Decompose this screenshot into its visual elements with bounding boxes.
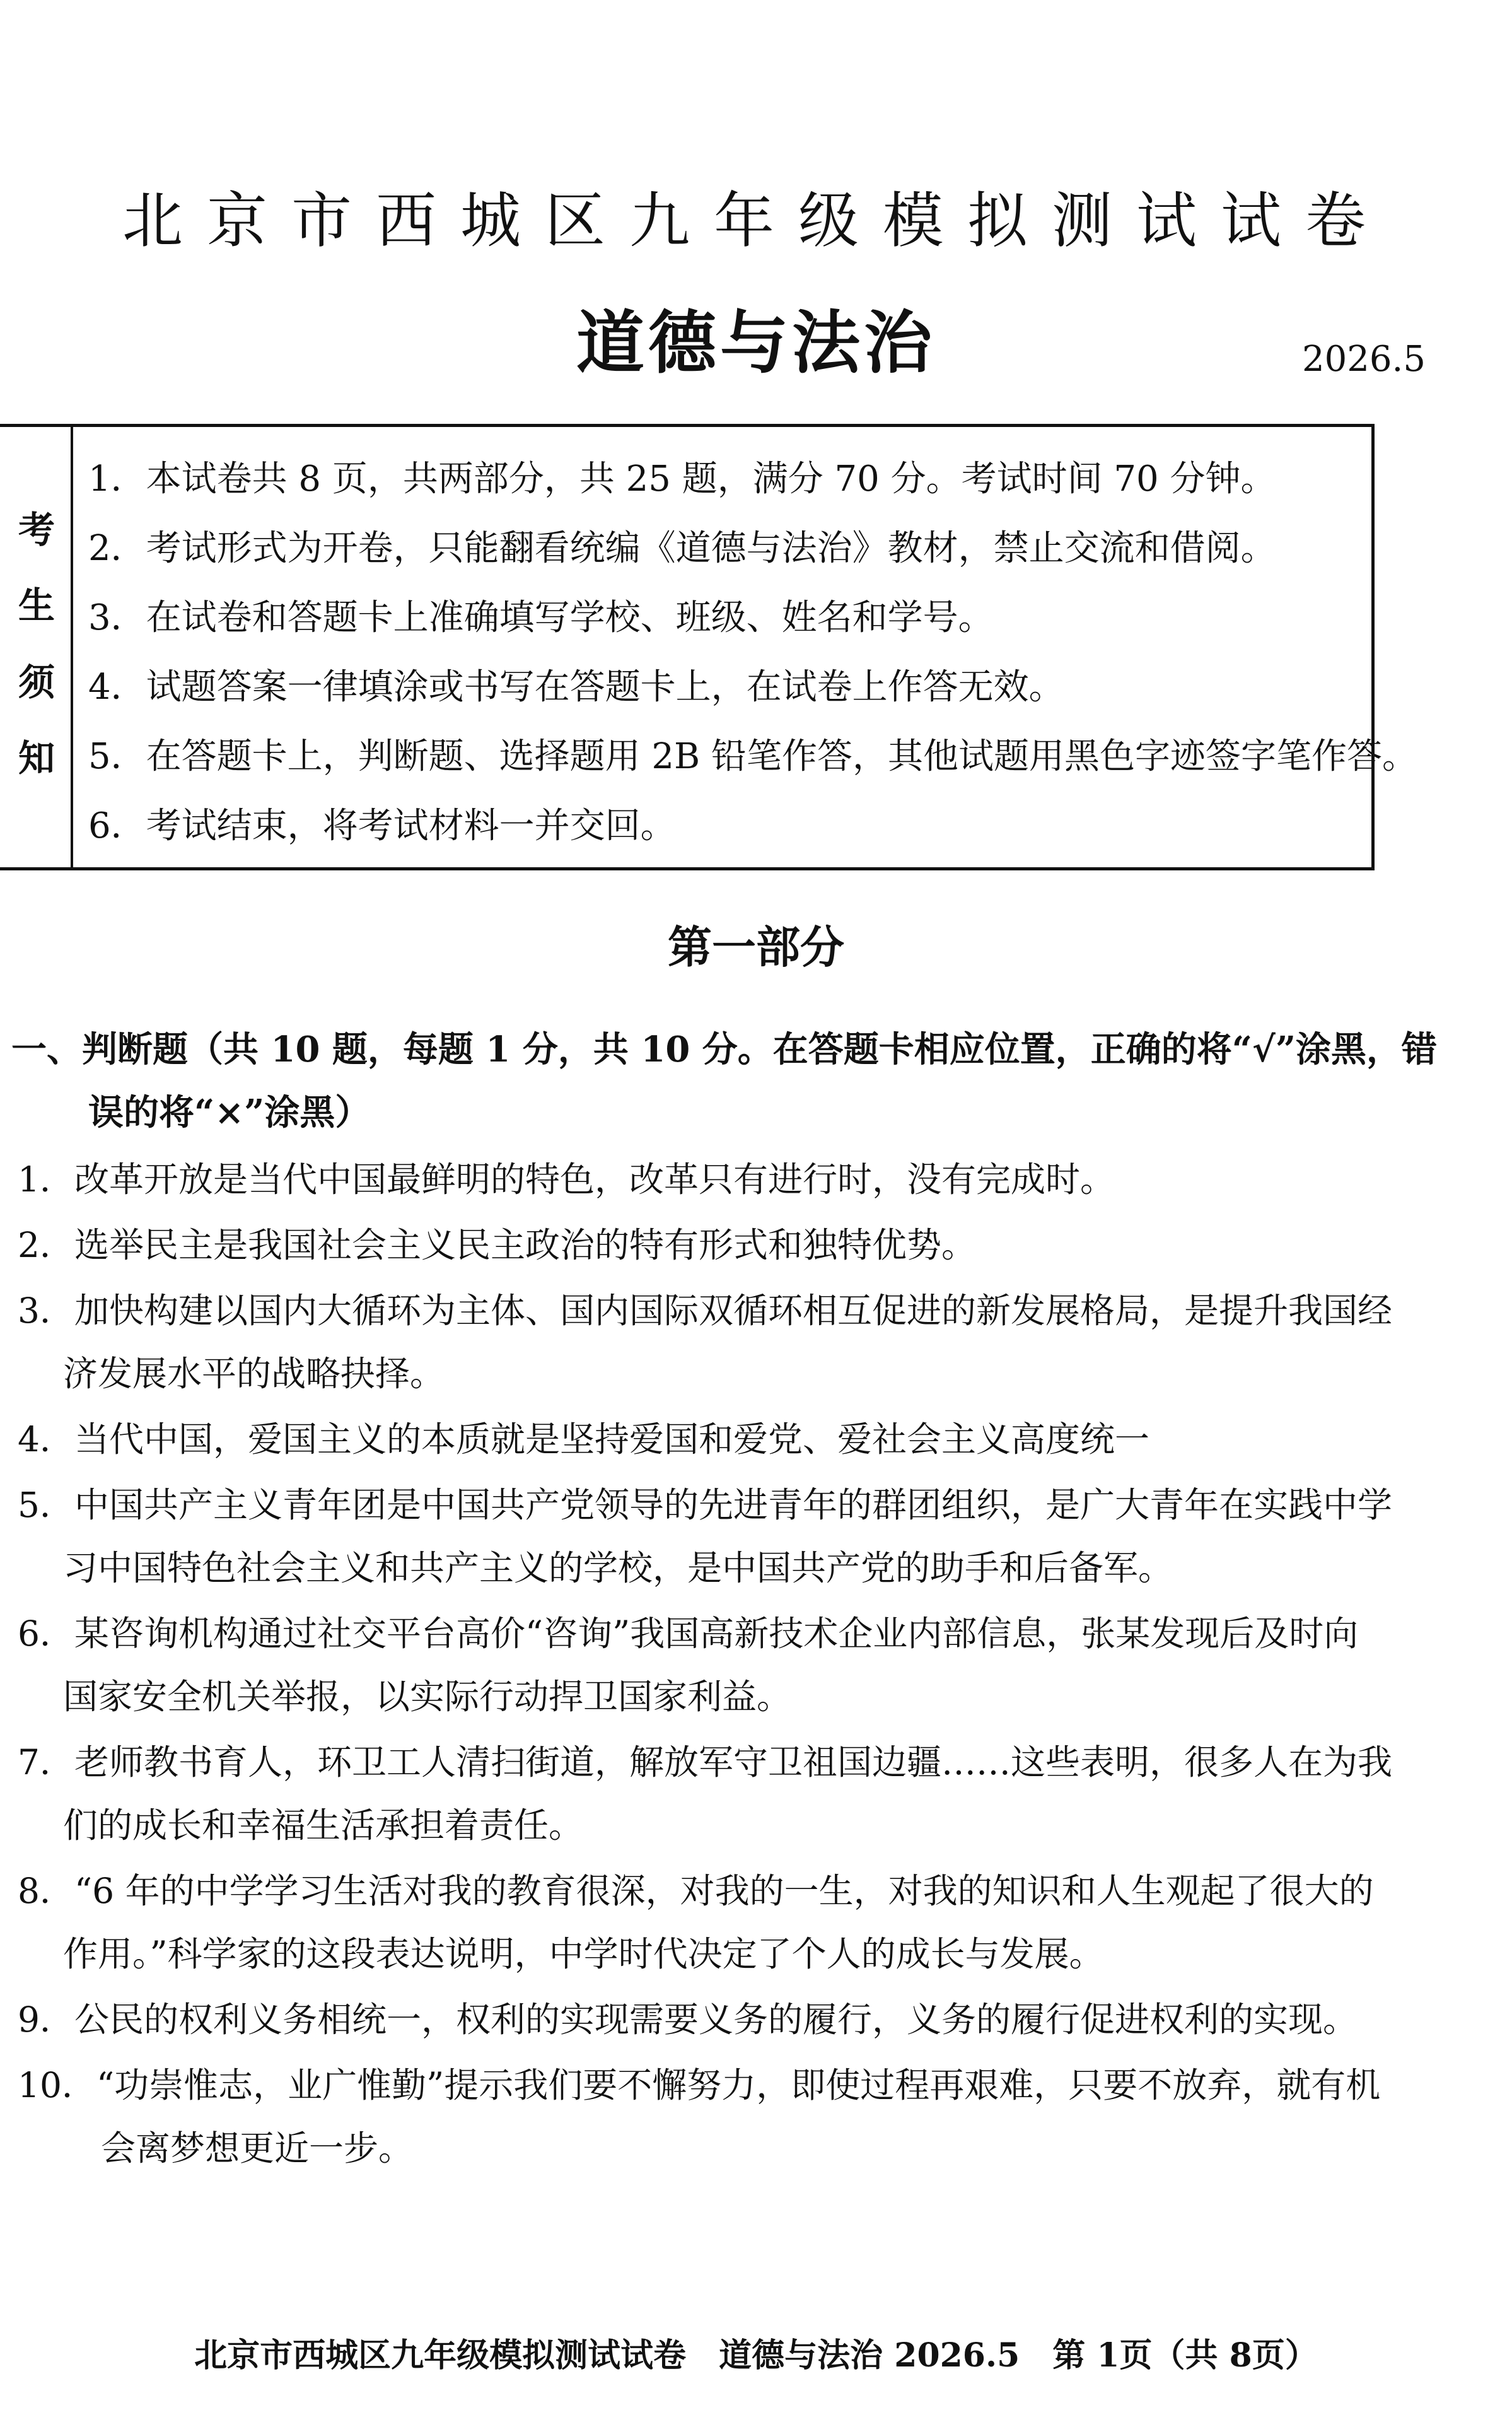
question-9: 9．公民的权利义务相统一，权利的实现需要义务的履行，义务的履行促进权利的实现。 (18, 1999, 1358, 2040)
notice-label-char: 考 (18, 508, 55, 551)
notice-item: 2．考试形式为开卷，只能翻看统编《道德与法治》教材，禁止交流和借阅。 (88, 528, 1276, 569)
page-footer: 北京市西城区九年级模拟测试试卷 道德与法治 2026.5 第 1页（共 8页） (194, 2336, 1318, 2375)
question-6: 6．某咨询机构通过社交平台高价“咨询”我国高新技术企业内部信息，张某发现后及时向 (18, 1613, 1359, 1654)
notice-divider (71, 424, 73, 870)
notice-item: 1．本试卷共 8 页，共两部分，共 25 题，满分 70 分。考试时间 70 分钟。 (88, 459, 1276, 500)
question-group-heading: 误的将“×”涂黑） (88, 1092, 371, 1133)
question-10: 会离梦想更近一步。 (101, 2128, 414, 2168)
subject-title: 道德与法治 (576, 304, 936, 383)
question-8: 8．“6 年的中学学习生活对我的教育很深，对我的一生，对我的知识和人生观起了很大的 (18, 1871, 1374, 1911)
notice-item: 4．试题答案一律填涂或书写在答题卡上，在试卷上作答无效。 (88, 667, 1064, 708)
notice-label-char: 须 (18, 661, 55, 704)
question-5: 习中国特色社会主义和共产主义的学校，是中国共产党的助手和后备军。 (63, 1548, 1173, 1588)
notice-item: 5．在答题卡上，判断题、选择题用 2B 铅笔作答，其他试题用黑色字迹签字笔作答。 (88, 736, 1418, 777)
question-7: 7．老师教书育人，环卫工人清扫街道，解放军守卫祖国边疆……这些表明，很多人在为我 (18, 1742, 1392, 1782)
question-1: 1．改革开放是当代中国最鲜明的特色，改革只有进行时，没有完成时。 (18, 1159, 1115, 1200)
question-group-heading: 一、判断题（共 10 题，每题 1 分，共 10 分。在答题卡相应位置，正确的将“√”涂黑，错 (11, 1029, 1438, 1070)
question-4: 4．当代中国，爱国主义的本质就是坚持爱国和爱党、爱社会主义高度统一 (18, 1419, 1149, 1459)
notice-label-char: 知 (18, 737, 55, 780)
notice-item: 6．考试结束，将考试材料一并交回。 (88, 805, 676, 846)
question-7: 们的成长和幸福生活承担着责任。 (63, 1805, 584, 1846)
question-6: 国家安全机关举报，以实际行动捍卫国家利益。 (63, 1676, 792, 1717)
question-2: 2．选举民主是我国社会主义民主政治的特有形式和独特优势。 (18, 1225, 976, 1265)
question-8: 作用。”科学家的这段表达说明，中学时代决定了个人的成长与发展。 (63, 1934, 1104, 1974)
question-5: 5．中国共产主义青年团是中国共产党领导的先进青年的群团组织，是广大青年在实践中学 (18, 1485, 1392, 1525)
question-3: 3．加快构建以国内大循环为主体、国内国际双循环相互促进的新发展格局，是提升我国经 (18, 1290, 1392, 1331)
section-title: 第一部分 (668, 921, 844, 973)
notice-label-char: 生 (18, 584, 55, 627)
question-10: 10．“功崇惟志，业广惟勤”提示我们要不懈努力，即使过程再艰难，只要不放弃，就有机 (18, 2065, 1381, 2105)
notice-item: 3．在试卷和答题卡上准确填写学校、班级、姓名和学号。 (88, 597, 994, 638)
exam-date: 2026.5 (1302, 339, 1426, 380)
question-3: 济发展水平的战略抉择。 (63, 1354, 445, 1394)
exam-title: 北京市西城区九年级模拟测试试卷 (122, 185, 1390, 256)
